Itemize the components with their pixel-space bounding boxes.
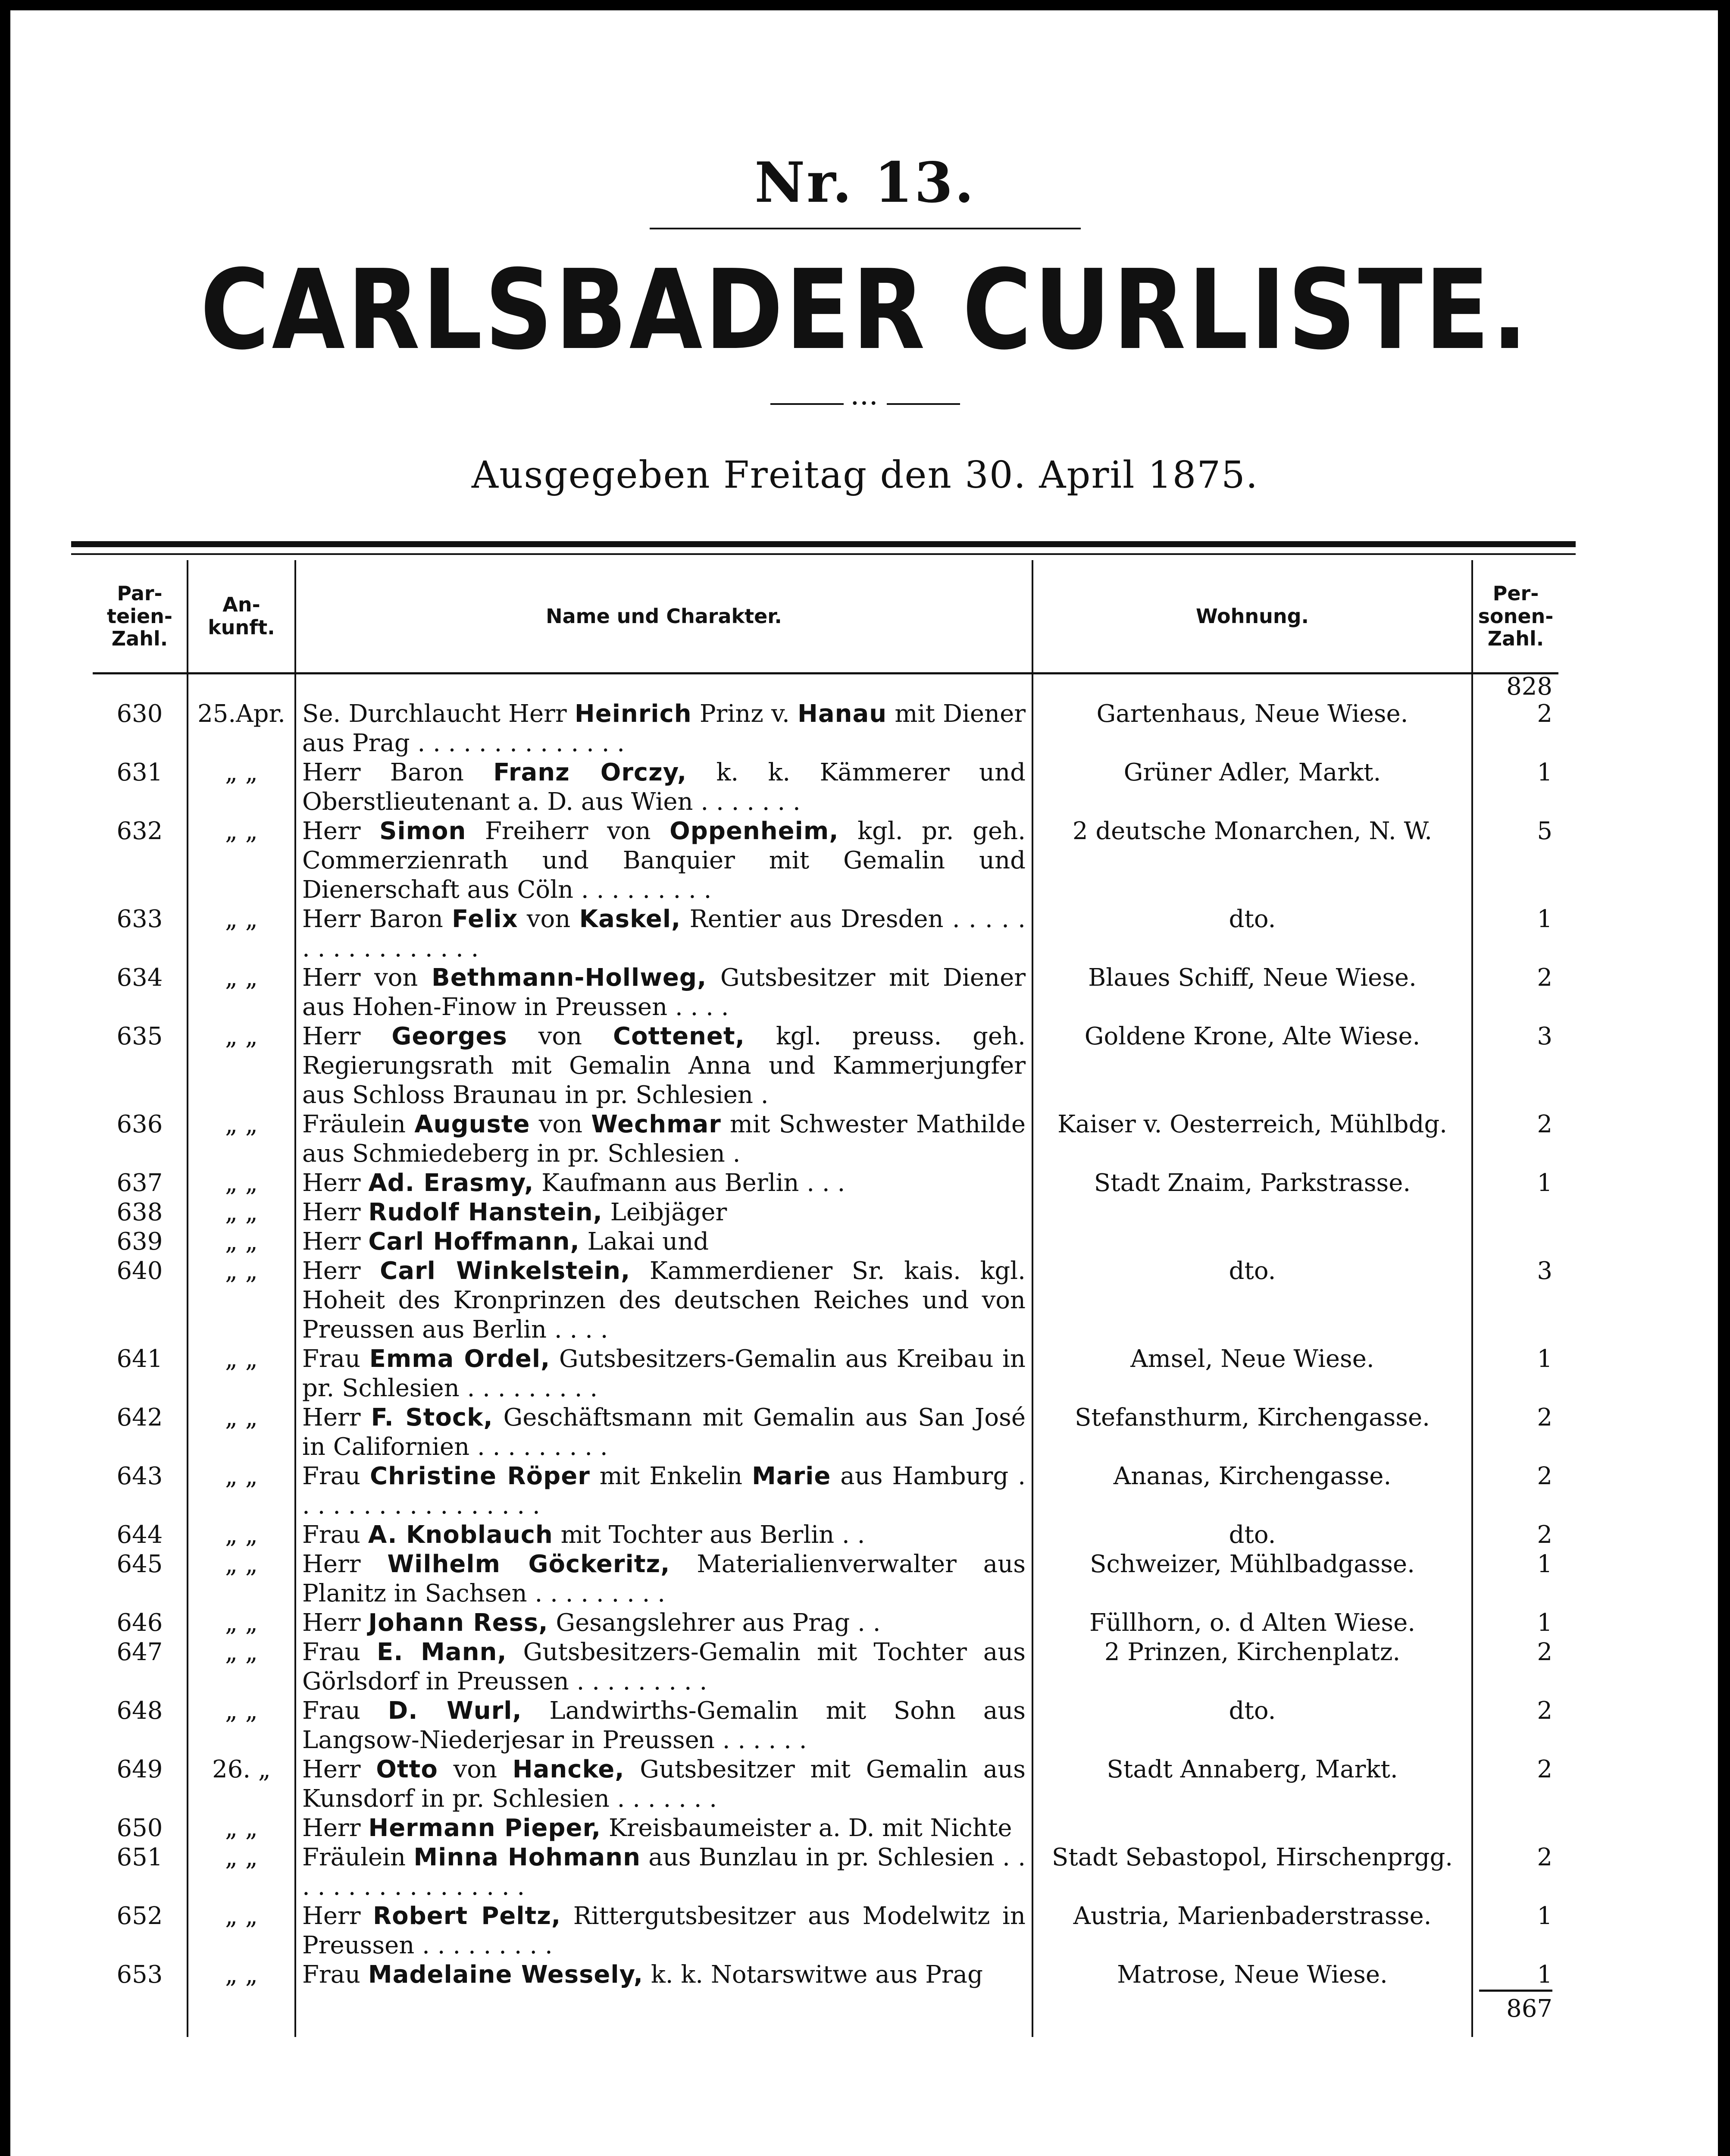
residence: [1032, 1198, 1472, 1227]
party-number: 635: [93, 1022, 188, 1110]
guest-name: Georges: [391, 1022, 507, 1050]
issue-date: Ausgegeben Freitag den 30. April 1875.: [471, 454, 1259, 497]
guest-name-and-title: [295, 1110, 1032, 1169]
table-row: [93, 1696, 1558, 1755]
guest-description: Herr: [302, 1814, 369, 1842]
guest-name-and-title: [295, 1169, 1032, 1198]
guest-name: F. Stock,: [371, 1404, 493, 1432]
party-number: 640: [93, 1257, 188, 1344]
guest-name: Felix: [452, 905, 518, 933]
table-row: [93, 1520, 1558, 1550]
guest-description: Herr: [302, 1609, 369, 1637]
arrival-date: „ „: [188, 905, 295, 963]
table-row: [93, 1462, 1558, 1520]
party-number: 647: [93, 1638, 188, 1696]
title-ornament: [770, 395, 960, 413]
persons-count: 5: [1537, 817, 1552, 845]
guest-description: Se. Durchlaucht Herr: [302, 700, 575, 728]
guest-name: Carl Winkelstein,: [380, 1257, 631, 1285]
party-number: 651: [93, 1843, 188, 1902]
residence: Ananas, Kirchengasse.: [1032, 1462, 1472, 1520]
arrival-date: „ „: [188, 1344, 295, 1403]
table-row: [93, 1902, 1558, 1960]
arrival-date: 25.Apr.: [188, 699, 295, 758]
persons-count: 2: [1537, 1697, 1552, 1725]
total-count: 867: [1479, 1990, 1552, 2026]
guest-name-and-title: [295, 1550, 1032, 1608]
persons-count: 1: [1537, 1345, 1552, 1373]
arrival-date: „ „: [188, 1462, 295, 1520]
guest-description: Rentier aus Dresden . . . . . . . . . . . . . . . . .: [302, 905, 1026, 962]
persons-count: [1472, 1814, 1558, 1843]
residence: [1032, 1227, 1472, 1257]
guest-description: Lakai und: [579, 1228, 709, 1256]
residence: Matrose, Neue Wiese.: [1032, 1960, 1472, 1990]
table-header-row: [93, 560, 1558, 674]
guest-description: kgl. preuss. geh. Regierungsrath mit Gemalin Anna und Kammerjungfer aus Schloss Braunau in pr. Schlesien .: [302, 1022, 1026, 1109]
party-number: 652: [93, 1902, 188, 1960]
table-row: [93, 1403, 1558, 1462]
table-row: [93, 1344, 1558, 1403]
guest-name-and-title: [295, 1814, 1032, 1843]
arrival-date: „ „: [188, 1520, 295, 1550]
residence: dto.: [1032, 1257, 1472, 1344]
residence: Amsel, Neue Wiese.: [1032, 1344, 1472, 1403]
residence: Stefansthurm, Kirchengasse.: [1032, 1403, 1472, 1462]
guest-name: Wechmar: [591, 1110, 721, 1138]
persons-count: 1: [1537, 1169, 1552, 1197]
guest-description: Gutsbesitzers-Gemalin mit Tochter aus Görlsdorf in Preussen . . . . . . . . .: [302, 1638, 1026, 1695]
guest-name: Oppenheim,: [669, 817, 839, 845]
residence: Grüner Adler, Markt.: [1032, 758, 1472, 817]
guest-description: Leibjäger: [602, 1198, 727, 1226]
guest-description: k. k. Kämmerer und Oberstlieutenant a. D. aus Wien . . . . . . .: [302, 758, 1026, 816]
residence: Gartenhaus, Neue Wiese.: [1032, 699, 1472, 758]
residence: dto.: [1032, 905, 1472, 963]
guest-name: Minna Hohmann: [413, 1843, 641, 1871]
guest-description: Fräulein: [302, 1110, 415, 1138]
arrival-date: „ „: [188, 1902, 295, 1960]
guest-name-and-title: [295, 817, 1032, 905]
persons-count: 1: [1537, 758, 1552, 787]
guest-name-and-title: [295, 1022, 1032, 1110]
guest-description: Freiherr von: [466, 817, 670, 845]
table-row: [93, 1169, 1558, 1198]
table-row: [93, 1814, 1558, 1843]
arrival-date: „ „: [188, 1550, 295, 1608]
guest-description: Prinz v.: [691, 700, 798, 728]
guest-description: Materialienverwalter aus Planitz in Sachsen . . . . . . . . .: [302, 1550, 1026, 1608]
guest-name-and-title: [295, 905, 1032, 963]
arrival-date: „ „: [188, 1227, 295, 1257]
party-number: 641: [93, 1344, 188, 1403]
party-number: 630: [93, 699, 188, 758]
guest-description: von: [518, 905, 579, 933]
persons-count: 1: [1537, 905, 1552, 933]
guest-description: Herr: [302, 1198, 369, 1226]
arrival-date: „ „: [188, 1608, 295, 1638]
guest-name-and-title: [295, 1344, 1032, 1403]
guest-description: Herr: [302, 1404, 371, 1432]
table-row: [93, 963, 1558, 1022]
guest-name-and-title: [295, 1403, 1032, 1462]
residence: Stadt Annaberg, Markt.: [1032, 1755, 1472, 1814]
table-row: [93, 1198, 1558, 1227]
guest-name: Simon: [379, 817, 466, 845]
guest-name-and-title: [295, 699, 1032, 758]
header-party-number: Par-teien-Zahl.: [93, 560, 188, 674]
arrival-date: „ „: [188, 1169, 295, 1198]
arrival-date: „ „: [188, 1696, 295, 1755]
guest-description: kgl. pr. geh. Commerzienrath und Banquier mit Gemalin und Dienerschaft aus Cöln . . . . . . . . .: [302, 817, 1026, 904]
guest-name: Hermann Pieper,: [368, 1814, 601, 1842]
table-row: [93, 1257, 1558, 1344]
arrival-date: „ „: [188, 1110, 295, 1169]
residence: Schweizer, Mühlbadgasse.: [1032, 1550, 1472, 1608]
arrival-date: 26. „: [188, 1755, 295, 1814]
party-number: 639: [93, 1227, 188, 1257]
party-number: 649: [93, 1755, 188, 1814]
persons-count: 3: [1537, 1022, 1552, 1050]
table-row: [93, 699, 1558, 758]
residence: Kaiser v. Oesterreich, Mühlbdg.: [1032, 1110, 1472, 1169]
party-number: 634: [93, 963, 188, 1022]
guest-name: Wilhelm Göckeritz,: [387, 1550, 670, 1578]
guest-name: Robert Peltz,: [373, 1902, 561, 1930]
guest-description: Herr: [302, 1755, 376, 1783]
guest-name-and-title: [295, 963, 1032, 1022]
residence: [1032, 1814, 1472, 1843]
frame-rule: [71, 553, 1576, 555]
guest-name: Madelaine Wessely,: [368, 1961, 644, 1989]
residence: 2 deutsche Monarchen, N. W.: [1032, 817, 1472, 905]
guest-description: Herr: [302, 817, 380, 845]
arrival-date: „ „: [188, 817, 295, 905]
header-persons: Per-sonen-Zahl.: [1472, 560, 1558, 674]
table-row: [93, 1022, 1558, 1110]
party-number: 643: [93, 1462, 188, 1520]
header-name: Name und Charakter.: [295, 560, 1032, 674]
residence: 2 Prinzen, Kirchenplatz.: [1032, 1638, 1472, 1696]
guest-description: aus Bunzlau in pr. Schlesien . . . . . . . . . . . . . . . . .: [302, 1843, 1026, 1901]
guest-register-frame: [71, 541, 1576, 2154]
guest-description: Herr: [302, 1022, 392, 1050]
party-number: 653: [93, 1960, 188, 1990]
guest-description: aus Hamburg . . . . . . . . . . . . . . . . .: [302, 1462, 1026, 1520]
masthead: [0, 150, 1730, 497]
guest-description: Kammerdiener Sr. kais. kgl. Hoheit des Kronprinzen des deutschen Reiches und von Preussen aus Berlin . . . .: [302, 1257, 1026, 1344]
party-number: 632: [93, 817, 188, 905]
arrival-date: „ „: [188, 1638, 295, 1696]
persons-count: 2: [1537, 1404, 1552, 1432]
persons-count: [1472, 1227, 1558, 1257]
guest-description: mit Diener aus Prag . . . . . . . . . . . . . .: [302, 700, 1026, 757]
page-title: CARLSBADER CURLISTE.: [200, 246, 1530, 374]
guest-name: Johann Ress,: [368, 1609, 548, 1637]
guest-name-and-title: [295, 1755, 1032, 1814]
guest-description: Herr Baron: [302, 905, 452, 933]
persons-count: 2: [1537, 700, 1552, 728]
residence: Füllhorn, o. d Alten Wiese.: [1032, 1608, 1472, 1638]
party-number: 637: [93, 1169, 188, 1198]
arrival-date: „ „: [188, 1403, 295, 1462]
persons-count: 2: [1537, 964, 1552, 992]
residence: dto.: [1032, 1520, 1472, 1550]
guest-description: Gutsbesitzer mit Diener aus Hohen-Finow in Preussen . . . .: [302, 964, 1026, 1021]
guest-description: Herr: [302, 1169, 369, 1197]
arrival-date: „ „: [188, 1843, 295, 1902]
guest-name-and-title: [295, 1843, 1032, 1902]
guest-name-and-title: [295, 1257, 1032, 1344]
header-residence: Wohnung.: [1032, 560, 1472, 674]
persons-count: 1: [1537, 1902, 1552, 1930]
table-row: [93, 1550, 1558, 1608]
party-number: 645: [93, 1550, 188, 1608]
guest-name: Hanau: [797, 700, 887, 728]
residence: Stadt Znaim, Parkstrasse.: [1032, 1169, 1472, 1198]
party-number: 650: [93, 1814, 188, 1843]
total-row: [93, 1990, 1558, 2037]
guest-name: A. Knoblauch: [368, 1521, 553, 1549]
party-number: 648: [93, 1696, 188, 1755]
table-row: [93, 1638, 1558, 1696]
guest-description: k. k. Notarswitwe aus Prag: [643, 1961, 983, 1989]
table-row: [93, 1960, 1558, 1990]
persons-count: 2: [1537, 1638, 1552, 1666]
guest-name-and-title: [295, 1520, 1032, 1550]
persons-count: 2: [1537, 1521, 1552, 1549]
guest-description: Kreisbaumeister a. D. mit Nichte: [601, 1814, 1012, 1842]
party-number: 631: [93, 758, 188, 817]
table-row: [93, 758, 1558, 817]
guest-name-and-title: [295, 1696, 1032, 1755]
persons-count: 2: [1537, 1110, 1552, 1138]
guest-name: Franz Orczy,: [493, 758, 687, 787]
guest-description: Rittergutsbesitzer aus Modelwitz in Preussen . . . . . . . . .: [302, 1902, 1026, 1959]
ornament-dots: •••: [844, 399, 887, 409]
issue-number: Nr. 13.: [754, 150, 976, 215]
guest-name: Rudolf Hanstein,: [368, 1198, 603, 1226]
guest-name-and-title: [295, 1638, 1032, 1696]
guest-name: Cottenet,: [613, 1022, 745, 1050]
guest-name: D. Wurl,: [388, 1697, 522, 1725]
arrival-date: „ „: [188, 963, 295, 1022]
arrival-date: „ „: [188, 1198, 295, 1227]
header-arrival: An-kunft.: [188, 560, 295, 674]
guest-description: von: [530, 1110, 591, 1138]
guest-register-table: [93, 560, 1558, 2037]
party-number: 642: [93, 1403, 188, 1462]
issue-rule: [650, 228, 1081, 229]
guest-description: Herr: [302, 1228, 369, 1256]
guest-description: Frau: [302, 1961, 368, 1989]
carry-over-count: 828: [1506, 673, 1552, 701]
guest-description: mit Schwester Mathilde aus Schmiedeberg in pr. Schlesien .: [302, 1110, 1026, 1168]
guest-description: von: [438, 1755, 513, 1783]
guest-description: Geschäftsmann mit Gemalin aus San José in Californien . . . . . . . . .: [302, 1404, 1026, 1461]
guest-name-and-title: [295, 1902, 1032, 1960]
guest-name-and-title: [295, 1960, 1032, 1990]
guest-description: mit Tochter aus Berlin . .: [553, 1521, 865, 1549]
party-number: 638: [93, 1198, 188, 1227]
guest-description: Frau: [302, 1462, 370, 1490]
persons-count: 1: [1537, 1609, 1552, 1637]
guest-name-and-title: [295, 1227, 1032, 1257]
scan-border-top: [0, 0, 1730, 10]
guest-name-and-title: [295, 1462, 1032, 1520]
persons-count: 2: [1537, 1462, 1552, 1490]
table-row: [93, 1110, 1558, 1169]
guest-description: Kaufmann aus Berlin . . .: [534, 1169, 845, 1197]
persons-count: 2: [1537, 1755, 1552, 1783]
guest-name: Bethmann-Hollweg,: [432, 964, 707, 992]
residence: Austria, Marienbaderstrasse.: [1032, 1902, 1472, 1960]
guest-name: Kaskel,: [579, 905, 681, 933]
guest-name-and-title: [295, 1198, 1032, 1227]
guest-name-and-title: [295, 758, 1032, 817]
guest-description: Herr Baron: [302, 758, 494, 787]
party-number: 636: [93, 1110, 188, 1169]
guest-description: Herr: [302, 1257, 380, 1285]
guest-name: Emma Ordel,: [369, 1345, 551, 1373]
persons-count: 1: [1537, 1961, 1552, 1989]
residence: Goldene Krone, Alte Wiese.: [1032, 1022, 1472, 1110]
guest-name: Hancke,: [512, 1755, 625, 1783]
guest-description: Frau: [302, 1521, 368, 1549]
table-row: [93, 817, 1558, 905]
guest-name: E. Mann,: [376, 1638, 507, 1666]
party-number: 646: [93, 1608, 188, 1638]
guest-description: mit Enkelin: [590, 1462, 752, 1490]
table-row: [93, 1227, 1558, 1257]
guest-name-and-title: [295, 1608, 1032, 1638]
arrival-date: „ „: [188, 1960, 295, 1990]
guest-description: Frau: [302, 1697, 388, 1725]
residence: dto.: [1032, 1696, 1472, 1755]
guest-name: Carl Hoffmann,: [368, 1228, 580, 1256]
guest-description: Gesangslehrer aus Prag . .: [548, 1609, 881, 1637]
arrival-date: „ „: [188, 1022, 295, 1110]
persons-count: 3: [1537, 1257, 1552, 1285]
guest-description: Herr: [302, 1902, 373, 1930]
guest-description: Landwirths-Gemalin mit Sohn aus Langsow-Niederjesar in Preussen . . . . . .: [302, 1697, 1026, 1754]
party-number: 633: [93, 905, 188, 963]
guest-name: Marie: [752, 1462, 831, 1490]
guest-name: Ad. Erasmy,: [368, 1169, 534, 1197]
guest-name: Christine Röper: [370, 1462, 590, 1490]
guest-description: von: [507, 1022, 613, 1050]
guest-description: Fräulein: [302, 1843, 414, 1871]
guest-description: Herr von: [302, 964, 432, 992]
guest-name: Otto: [376, 1755, 438, 1783]
arrival-date: „ „: [188, 1814, 295, 1843]
arrival-date: „ „: [188, 1257, 295, 1344]
arrival-date: „ „: [188, 758, 295, 817]
persons-count: 1: [1537, 1550, 1552, 1578]
party-number: 644: [93, 1520, 188, 1550]
table-row: [93, 1843, 1558, 1902]
table-row: [93, 905, 1558, 963]
table-row: [93, 1755, 1558, 1814]
guest-description: Herr: [302, 1550, 388, 1578]
guest-name: Auguste: [414, 1110, 530, 1138]
residence: Stadt Sebastopol, Hirschenprgg.: [1032, 1843, 1472, 1902]
guest-description: Frau: [302, 1345, 369, 1373]
guest-description: Frau: [302, 1638, 377, 1666]
carry-over-row: [93, 674, 1558, 700]
persons-count: 2: [1537, 1843, 1552, 1871]
guest-description: Gutsbesitzers-Gemalin aus Kreibau in pr. Schlesien . . . . . . . . .: [302, 1345, 1026, 1402]
residence: Blaues Schiff, Neue Wiese.: [1032, 963, 1472, 1022]
guest-description: Gutsbesitzer mit Gemalin aus Kunsdorf in pr. Schlesien . . . . . . .: [302, 1755, 1026, 1813]
table-row: [93, 1608, 1558, 1638]
guest-name: Heinrich: [574, 700, 692, 728]
persons-count: [1472, 1198, 1558, 1227]
